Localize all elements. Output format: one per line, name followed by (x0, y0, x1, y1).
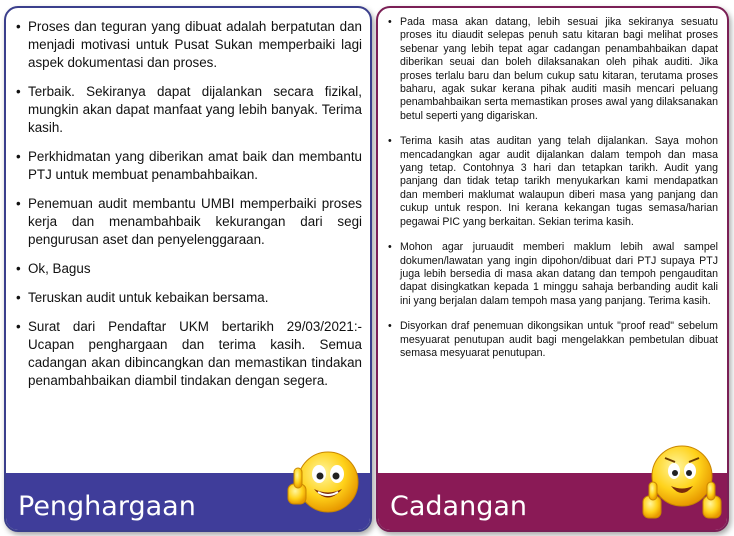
double-thumbs-up-smiley-icon (641, 438, 723, 526)
penghargaan-list (16, 18, 362, 401)
bullet-icon: • (388, 320, 392, 333)
item-text: Proses dan teguran yang dibuat adalah berpatutan dan menjadi motivasi untuk Pusat Sukan memperbaiki lagi aspek dokumentasi dan proses. (28, 19, 362, 70)
item-text: Penemuan audit membantu UMBI memperbaiki proses kerja dan menambahbaik kekurangan dari segi pengurusan aset dan penyelenggaraan. (28, 196, 362, 247)
thumbs-up-smiley-icon (282, 442, 362, 522)
cadangan-panel (376, 6, 729, 532)
item-text: Disyorkan draf penemuan dikongsikan untuk "proof read" sebelum mesyuarat penutupan audit bagi mengelakkan pembetulan dibuat semasa mesyuarat penutupan. (400, 320, 718, 359)
list-item (16, 148, 362, 184)
bullet-icon: • (16, 196, 21, 211)
bullet-icon: • (16, 290, 21, 305)
list-item (16, 260, 362, 278)
bullet-icon: • (16, 319, 21, 334)
item-text: Terima kasih atas auditan yang telah dijalankan. Saya mohon mencadangkan agar audit dijalankan dalam tempoh dan masa yang tetap. Contohnya 3 hari dan tetapkan tarikh. Audit yang panjang dan tidak tetap tarikh menyukarkan kami mendapatkan dan memberi maklumat walaupun diberi masa yang panjang dan cukup untuk respon. Ini kerana kekangan tugas semasa/harian pegawai PIC yang berkaitan. Sekian terima kasih. (400, 135, 718, 228)
list-item (16, 18, 362, 72)
item-text: Ok, Bagus (28, 261, 91, 276)
item-text: Perkhidmatan yang diberikan amat baik dan membantu PTJ untuk membuat penambahbaikan. (28, 149, 362, 182)
penghargaan-title: Penghargaan (18, 491, 196, 522)
item-text: Terbaik. Sekiranya dapat dijalankan secara fizikal, mungkin akan dapat manfaat yang lebih banyak. Terima kasih. (28, 84, 362, 135)
list-item (388, 135, 718, 229)
bullet-icon: • (16, 19, 21, 34)
list-item (388, 320, 718, 360)
item-text: Surat dari Pendaftar UKM bertarikh 29/03/2021:- Ucapan penghargaan dan terima kasih. Semua cadangan akan dibincangkan dan memastikan tindakan penambahbaikan diambil tindakan dengan segera. (28, 319, 362, 388)
list-item (16, 289, 362, 307)
bullet-icon: • (388, 135, 392, 148)
list-item (16, 83, 362, 137)
penghargaan-panel (4, 6, 372, 532)
list-item (388, 16, 718, 123)
bullet-icon: • (16, 261, 21, 276)
list-item (388, 241, 718, 308)
list-item (16, 318, 362, 390)
bullet-icon: • (16, 149, 21, 164)
item-text: Teruskan audit untuk kebaikan bersama. (28, 290, 269, 305)
item-text: Pada masa akan datang, lebih sesuai jika sekiranya sesuatu proses itu diaudit selepas penuh satu kitaran bagi melihat proses sebenar yang lebih tepat agar cadangan penambahbaikan dapat diberikan seuai dan boleh dilaksanakan oleh pihak auditi. Jika proses terlalu baru dan belum cukup satu kitaran, terutama proses baharu, agak sukar kerana pihak auditi masih mencari peluang penambahbaikan serta memastikan proses awal yang dilaksanakan betul seperti yang digariskan. (400, 16, 718, 122)
list-item (16, 195, 362, 249)
bullet-icon: • (388, 241, 392, 254)
bullet-icon: • (388, 16, 392, 28)
bullet-icon: • (16, 84, 21, 99)
cadangan-title: Cadangan (390, 491, 527, 522)
item-text: Mohon agar juruaudit memberi maklum lebih awal sampel dokumen/lawatan yang ingin dipohon/dibuat dari PTJ supaya PTJ juga lebih bersedia di masa akan datang dan tempoh pengauditan dapat disingkatkan kepada 1 minggu sahaja berbanding audit kali ini yang berjalan dalam tempoh masa yang panjang. Terima kasih. (400, 241, 718, 307)
cadangan-list (388, 16, 718, 372)
